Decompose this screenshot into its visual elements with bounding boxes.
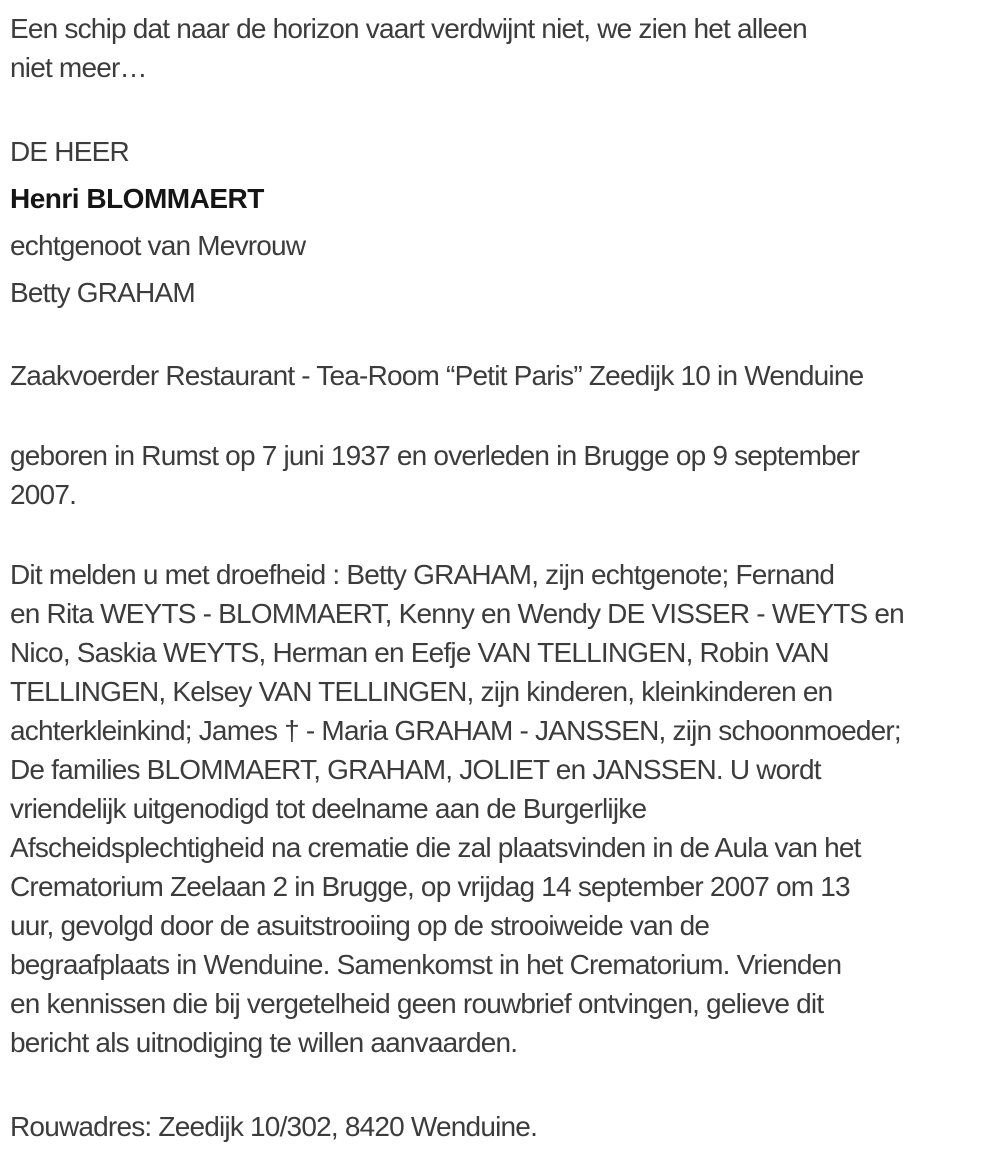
birth-death-line: geboren in Rumst op 7 juni 1937 en overleden in Brugge op 9 september bbox=[10, 440, 860, 471]
announcement-line: Nico, Saskia WEYTS, Herman en Eefje VAN TELLINGEN, Robin VAN bbox=[10, 637, 829, 668]
announcement-line: en Rita WEYTS - BLOMMAERT, Kenny en Wendy DE VISSER - WEYTS en bbox=[10, 598, 904, 629]
announcement-line: bericht als uitnodiging te willen aanvaarden. bbox=[10, 1027, 518, 1058]
announcement-line: achterkleinkind; James † - Maria GRAHAM - JANSSEN, zijn schoonmoeder; bbox=[10, 715, 901, 746]
announcement-line: TELLINGEN, Kelsey VAN TELLINGEN, zijn kinderen, kleinkinderen en bbox=[10, 676, 833, 707]
mourning-address-paragraph bbox=[10, 1107, 1000, 1146]
deceased-header bbox=[10, 128, 1000, 316]
announcement-paragraph bbox=[10, 555, 1000, 1062]
salutation: DE HEER bbox=[10, 136, 129, 167]
birth-death-line: 2007. bbox=[10, 479, 77, 510]
profession-line: Zaakvoerder Restaurant - Tea-Room “Petit Paris” Zeedijk 10 in Wenduine bbox=[10, 360, 864, 391]
mourning-address-line: Rouwadres: Zeedijk 10/302, 8420 Wenduine. bbox=[10, 1111, 538, 1142]
relation-line: echtgenoot van Mevrouw bbox=[10, 230, 306, 261]
announcement-line: vriendelijk uitgenodigd tot deelname aan de Burgerlijke bbox=[10, 793, 647, 824]
announcement-line: begraafplaats in Wenduine. Samenkomst in het Crematorium. Vrienden bbox=[10, 949, 842, 980]
announcement-line: Dit melden u met droefheid : Betty GRAHAM, zijn echtgenote; Fernand bbox=[10, 559, 835, 590]
epigraph-line: Een schip dat naar de horizon vaart verdwijnt niet, we zien het alleen bbox=[10, 13, 807, 44]
announcement-line: De families BLOMMAERT, GRAHAM, JOLIET en JANSSEN. U wordt bbox=[10, 754, 821, 785]
birth-death-paragraph bbox=[10, 436, 1000, 514]
epigraph-line: niet meer… bbox=[10, 52, 147, 83]
announcement-line: Afscheidsplechtigheid na crematie die zal plaatsvinden in de Aula van het bbox=[10, 832, 861, 863]
profession-paragraph bbox=[10, 356, 1000, 395]
epigraph bbox=[10, 9, 1000, 87]
deceased-name: Henri BLOMMAERT bbox=[10, 183, 264, 214]
announcement-line: uur, gevolgd door de asuitstrooiing op de strooiweide van de bbox=[10, 910, 710, 941]
announcement-line: en kennissen die bij vergetelheid geen rouwbrief ontvingen, gelieve dit bbox=[10, 988, 824, 1019]
spouse-name: Betty GRAHAM bbox=[10, 277, 195, 308]
announcement-line: Crematorium Zeelaan 2 in Brugge, op vrijdag 14 september 2007 om 13 bbox=[10, 871, 850, 902]
